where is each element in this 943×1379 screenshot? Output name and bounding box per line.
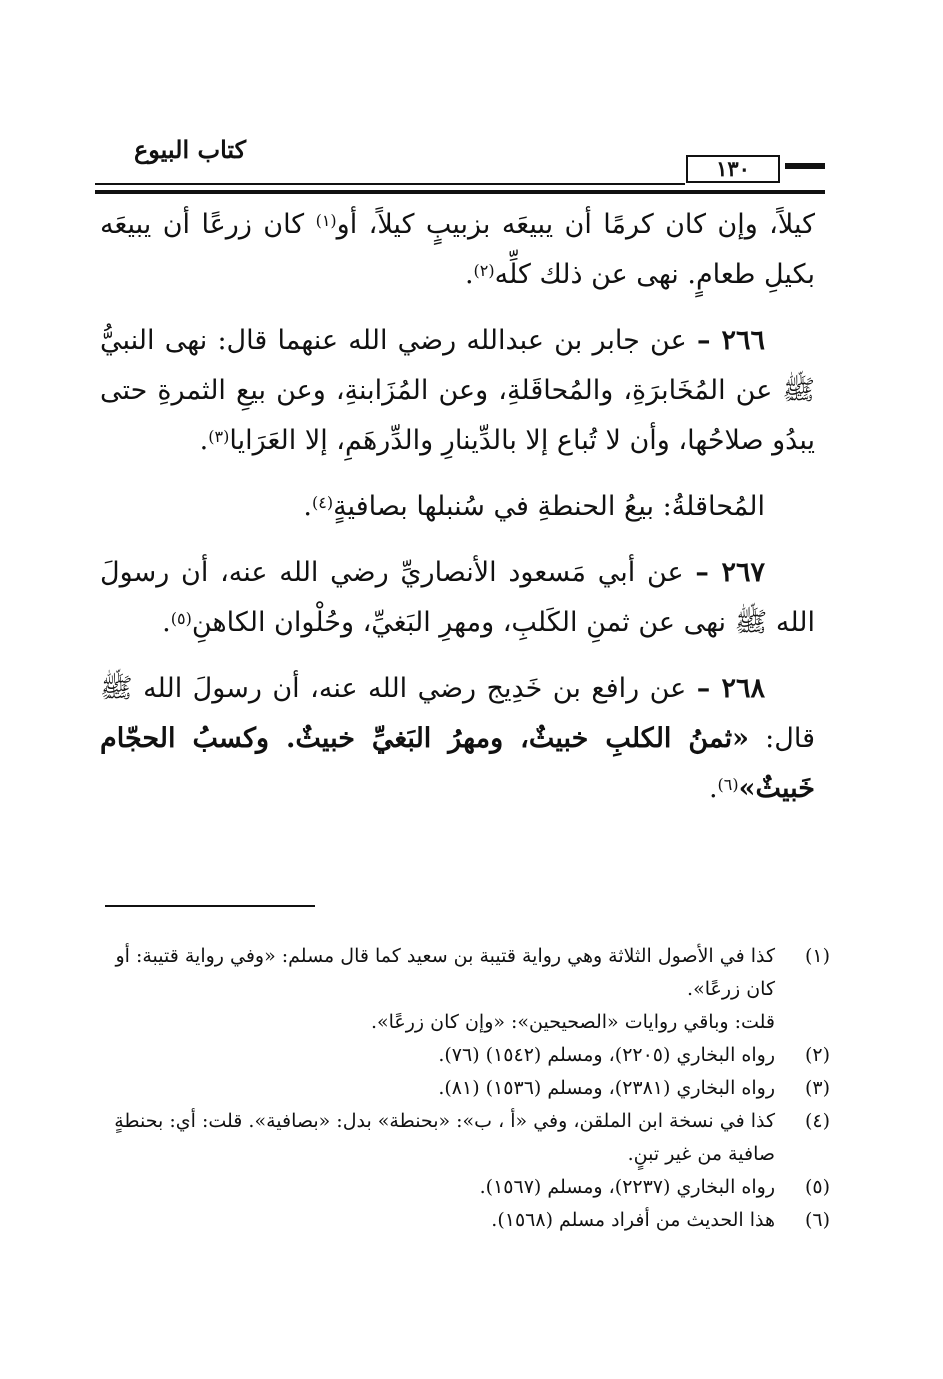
hadith-text: عن جابر بن عبدالله رضي الله عنهما قال: نهى النبيُّ ﷺ عن المُخَابرَةِ، والمُحاقَلةِ، وعن المُزَابنةِ، وعن بيعِ الثمرةِ حتى يبدُو صلاحُها، وأن لا تُباع إلا بالدِّينارِ والدِّرهَمِ، إلا العَرَايا bbox=[100, 325, 815, 456]
header-thick-rule bbox=[95, 190, 825, 194]
text-segment: . bbox=[303, 491, 312, 522]
paragraph-continuation bbox=[100, 200, 815, 300]
footnote-ref[interactable]: (٤) bbox=[311, 493, 334, 512]
hadith-number: ٢٦٨ – bbox=[696, 673, 766, 704]
footnote-ref[interactable]: (١) bbox=[315, 211, 337, 230]
footnote-item bbox=[105, 1072, 830, 1105]
footnotes bbox=[105, 940, 830, 1237]
footnote-item bbox=[105, 940, 830, 1006]
hadith-266 bbox=[100, 316, 815, 466]
footnote-separator bbox=[105, 905, 315, 907]
main-text bbox=[100, 200, 815, 830]
footnote-number: (٦) bbox=[804, 1209, 830, 1231]
footnote-number: (١) bbox=[804, 945, 830, 967]
definition-text: المُحاقلةُ: بيعُ الحنطةِ في سُنبلها بصافيةٍ bbox=[333, 491, 765, 522]
text-segment: . bbox=[199, 425, 209, 456]
footnote-text: كذا في نسخة ابن الملقن، وفي «أ ، ب»: «بحنطة» بدل: «بصافية». قلت: أي: بحنطةٍ صافية من غير تبنٍ. bbox=[114, 1110, 775, 1165]
text-segment: . bbox=[708, 773, 718, 804]
hadith-text: عن رافع بن خَدِيج رضي الله عنه، أن رسولَ الله ﷺ قال: bbox=[100, 673, 815, 754]
footnote-item bbox=[105, 1204, 830, 1237]
footnote-text: قلت: وباقي روايات «الصحيحين»: «وإن كان زرعًا». bbox=[370, 1011, 775, 1033]
footnote-ref[interactable]: (٥) bbox=[170, 609, 192, 628]
hadith-number: ٢٦٧ – bbox=[695, 557, 765, 588]
footnote-ref[interactable]: (٢) bbox=[473, 261, 495, 280]
hadith-quote: «ثمنُ الكلبِ خبيثٌ، ومهرُ البَغيِّ خبيثٌ. وكسبُ الحجّام خَبيثٌ» bbox=[100, 723, 815, 804]
footnote-item bbox=[105, 1105, 830, 1171]
footnote-text: كذا في الأصول الثلاثة وهي رواية قتيبة بن سعيد كما قال مسلم: «وفي رواية قتيبة: أو كان زرعًا». bbox=[115, 945, 775, 1000]
footnote-number: (٢) bbox=[804, 1044, 830, 1066]
header-thin-rule bbox=[95, 183, 685, 185]
footnote-item bbox=[105, 1039, 830, 1072]
page-header bbox=[95, 135, 825, 195]
text-segment: كان زرعًا أن يبيعَه بكيلِ طعامٍ. نهى عن ذلك كلِّه bbox=[100, 209, 815, 290]
text-segment: . bbox=[464, 259, 474, 290]
footnote-ref[interactable]: (٣) bbox=[208, 427, 230, 446]
footnote-text: رواه البخاري (٢٢٣٧)، ومسلم (١٥٦٧). bbox=[479, 1176, 775, 1198]
text-segment: كيلاً، وإن كان كرمًا أن يبيعَه بزبيبٍ كيلاً، أو bbox=[336, 209, 816, 240]
footnote-number: (٣) bbox=[804, 1077, 830, 1099]
book-title: كتاب البيوع bbox=[133, 135, 247, 164]
footnote-item bbox=[105, 1006, 830, 1039]
hadith-267 bbox=[100, 548, 815, 648]
footnote-text: رواه البخاري (٢٣٨١)، ومسلم (١٥٣٦) (٨١). bbox=[438, 1077, 775, 1099]
footnote-item bbox=[105, 1171, 830, 1204]
hadith-text: عن أبي مَسعود الأنصاريِّ رضي الله عنه، أن رسولَ الله ﷺ نهى عن ثمنِ الكَلبِ، ومهرِ البَغيِّ، وحُلْوان الكاهنِ bbox=[100, 557, 815, 638]
hadith-number: ٢٦٦ – bbox=[696, 325, 766, 356]
header-dash bbox=[785, 163, 825, 169]
text-segment: . bbox=[162, 607, 171, 638]
footnote-text: هذا الحديث من أفراد مسلم (١٥٦٨). bbox=[491, 1209, 775, 1231]
footnote-number: (٤) bbox=[804, 1110, 830, 1132]
page-number: ١٣٠ bbox=[686, 155, 780, 183]
definition bbox=[100, 482, 815, 532]
footnote-number: (٥) bbox=[804, 1176, 830, 1198]
footnote-ref[interactable]: (٦) bbox=[717, 775, 739, 794]
hadith-268 bbox=[100, 664, 815, 814]
footnote-text: رواه البخاري (٢٢٠٥)، ومسلم (١٥٤٢) (٧٦). bbox=[438, 1044, 775, 1066]
